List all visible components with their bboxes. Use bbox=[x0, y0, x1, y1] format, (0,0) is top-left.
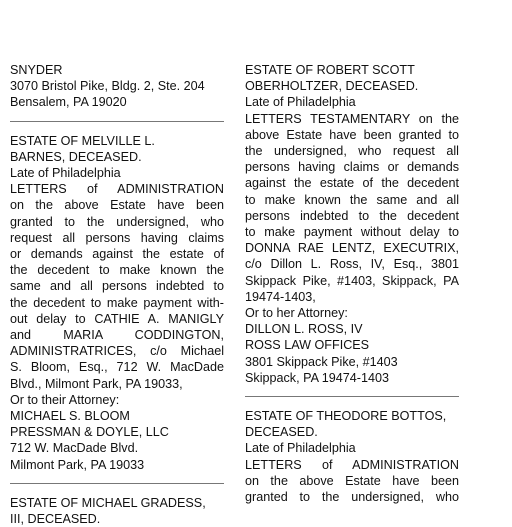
notice-line: Or to her Attorney: bbox=[245, 306, 348, 321]
left-column bbox=[10, 62, 224, 527]
notice-heading-line: ESTATE OF MICHAEL GRADESS, bbox=[10, 495, 206, 510]
notice-line: Bensalem, PA 19020 bbox=[10, 95, 127, 110]
notice-line: the decedent to make known the bbox=[10, 263, 224, 278]
notice-line: Blvd., Milmont Park, PA 19033, bbox=[10, 376, 183, 391]
notice-line: c/o Dillon L. Ross, IV, Esq., 3801 bbox=[245, 257, 459, 272]
notice-estate-melville-barnes bbox=[10, 133, 224, 473]
notice-heading-line: DECEASED. bbox=[245, 425, 318, 440]
notice-line: against the estate of the decedent bbox=[245, 176, 459, 191]
notice-heading-line: III, DECEASED. bbox=[10, 512, 101, 527]
notice-line: above Estate have been granted to bbox=[245, 127, 459, 142]
notice-line: S. Bloom, Esq., 712 W. MacDade bbox=[10, 360, 224, 375]
notice-line: to make payment without delay to bbox=[245, 225, 459, 240]
notice-line: Skippack, PA 19474-1403 bbox=[245, 370, 389, 385]
notice-heading-line: OBERHOLTZER, DECEASED. bbox=[245, 79, 419, 94]
notice-estate-theodore-bottos bbox=[245, 408, 459, 505]
notice-line: Or to their Attorney: bbox=[10, 392, 120, 407]
notice-line: 712 W. MacDade Blvd. bbox=[10, 441, 139, 456]
notice-line: on the above Estate have been bbox=[10, 198, 224, 213]
notice-line: LETTERS of ADMINISTRATION bbox=[10, 182, 224, 197]
notice-line: MICHAEL S. BLOOM bbox=[10, 409, 130, 424]
notice-line: same and all persons indebted to bbox=[10, 279, 224, 294]
notice-line: Late of Philadelphia bbox=[245, 95, 356, 110]
notice-line: SNYDER bbox=[10, 63, 63, 77]
notice-estate-robert-oberholtzer bbox=[245, 62, 459, 386]
notice-line: LETTERS of ADMINISTRATION bbox=[245, 457, 459, 472]
notice-line: 3070 Bristol Pike, Bldg. 2, Ste. 204 bbox=[10, 79, 205, 94]
notice-line: persons indebted to the decedent bbox=[245, 208, 459, 223]
right-column bbox=[245, 62, 459, 505]
notice-line: DILLON L. ROSS, IV bbox=[245, 322, 363, 337]
notice-divider bbox=[10, 121, 224, 122]
notice-line: ADMINISTRATRICES, c/o Michael bbox=[10, 344, 224, 359]
notice-divider bbox=[245, 396, 459, 397]
notice-line: and MARIA CODDINGTON, bbox=[10, 328, 224, 343]
notice-heading-line: ESTATE OF MELVILLE L. bbox=[10, 133, 155, 148]
notice-line: the decedent to make payment with- bbox=[10, 295, 224, 310]
notice-line: on the above Estate have been bbox=[245, 473, 459, 488]
notice-snyder-address bbox=[10, 62, 224, 111]
notice-line: 19474-1403, bbox=[245, 289, 316, 304]
notice-line: 3801 Skippack Pike, #1403 bbox=[245, 354, 398, 369]
notice-line: request all persons having claims bbox=[10, 230, 224, 245]
notice-heading-line: ESTATE OF THEODORE BOTTOS, bbox=[245, 409, 447, 424]
notice-line: PRESSMAN & DOYLE, LLC bbox=[10, 425, 169, 440]
notice-line: the undersigned, who request all bbox=[245, 144, 459, 159]
notice-line: or demands against the estate of bbox=[10, 247, 224, 262]
notice-heading-line: ESTATE OF ROBERT SCOTT bbox=[245, 63, 415, 77]
notice-line: Milmont Park, PA 19033 bbox=[10, 457, 145, 472]
notice-line: LETTERS TESTAMENTARY on the bbox=[245, 111, 459, 126]
notice-line: granted to the undersigned, who bbox=[245, 490, 459, 505]
notice-divider bbox=[10, 483, 224, 484]
notice-line: persons having claims or demands bbox=[245, 160, 459, 175]
notice-line: Skippack Pike, #1403, Skippack, PA bbox=[245, 273, 459, 288]
notice-line: out delay to CATHIE A. MANIGLY bbox=[10, 311, 224, 326]
notice-line: Late of Philadelphia bbox=[245, 441, 356, 456]
notice-line: granted to the undersigned, who bbox=[10, 214, 224, 229]
notice-estate-michael-gradess bbox=[10, 495, 224, 527]
notice-line: ROSS LAW OFFICES bbox=[245, 338, 370, 353]
notice-heading-line: BARNES, DECEASED. bbox=[10, 149, 142, 164]
notice-line: to make known the same and all bbox=[245, 192, 459, 207]
notice-line: Late of Philadelphia bbox=[10, 166, 121, 181]
notice-line: DONNA RAE LENTZ, EXECUTRIX, bbox=[245, 241, 459, 256]
